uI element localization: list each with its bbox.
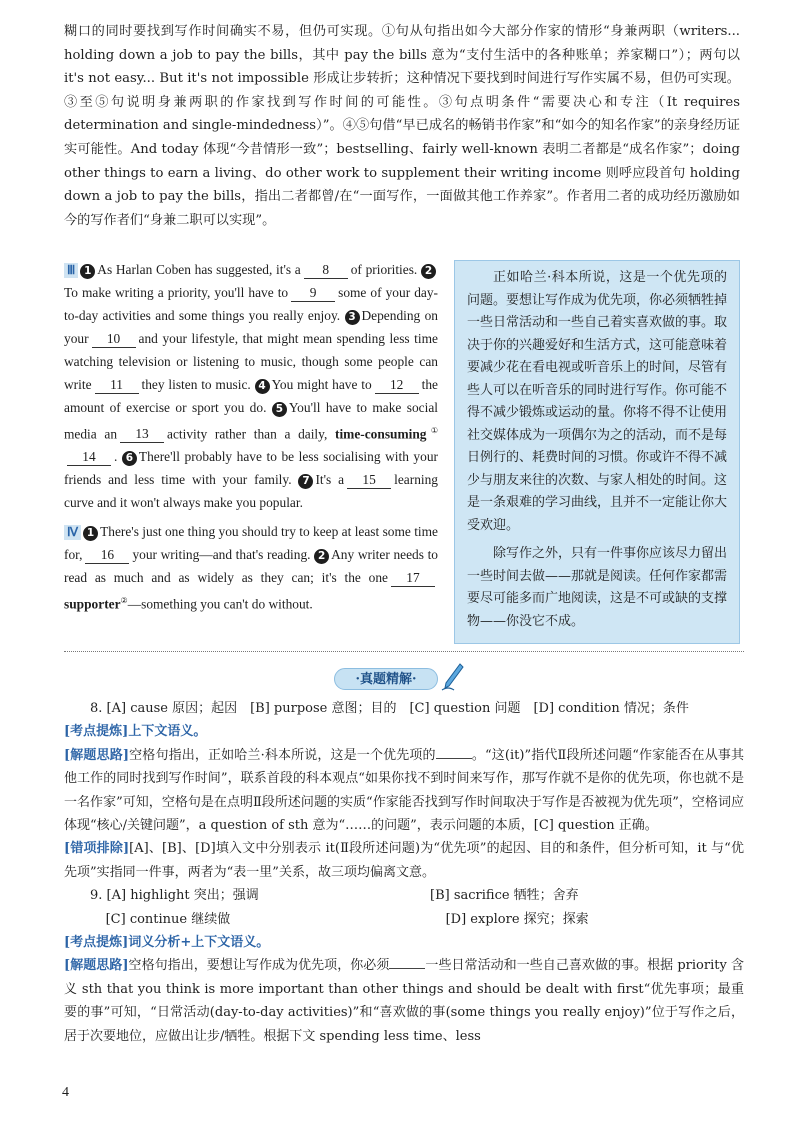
dotted-divider — [64, 651, 744, 652]
sentence-marker: 3 — [345, 310, 360, 325]
q9-options-row1: 9. [A] highlight 突出；强调 [B] sacrifice 牺牲；舍弃 — [90, 888, 579, 904]
blank-17: 17 — [391, 570, 435, 587]
answer-blank — [436, 745, 472, 759]
translation-para-2: 除写作之外，只有一件事你应该尽力留出一些时间去做——那就是阅读。任何作家都需要尽可能多而广地阅读，这是不可或缺的支撑物——你没它不成。 — [467, 546, 728, 629]
footnote-marker: ① — [426, 426, 438, 435]
blank-8: 8 — [304, 262, 348, 279]
q9-point: [考点提炼]词义分析+上下文语义。 — [64, 935, 270, 951]
q8-point: [考点提炼]上下文语义。 — [64, 724, 207, 740]
translation-box — [454, 260, 740, 644]
q8-wrong: [错项排除][A]、[B]、[D]填入文中分别表示 it(Ⅱ段所述问题)为“优先项”的起因、目的和条件，但分析可知，it 与“优先项”实指同一件事，两者为“表一里”关系，故三项均偏离文意。 — [64, 841, 744, 880]
sentence-marker: 1 — [80, 264, 95, 279]
sentence-marker: 5 — [272, 402, 287, 417]
english-passage — [64, 258, 438, 616]
blank-11: 11 — [95, 377, 139, 394]
sentence-marker: 4 — [255, 379, 270, 394]
sentence-marker: 7 — [298, 474, 313, 489]
passage-section — [56, 256, 746, 648]
answer-analysis — [64, 697, 744, 1048]
section-banner: ·真题精解· — [334, 668, 438, 690]
sentence-marker: 2 — [421, 264, 436, 279]
sentence-marker: 6 — [122, 451, 137, 466]
paragraph-tag: Ⅳ — [64, 525, 81, 540]
translation-para-1: 正如哈兰·科本所说，这是一个优先项的问题。要想让写作成为优先项，你必须牺牲掉一些日常活动和一些自己着实喜欢做的事。取决于你的兴趣爱好和生活方式，这可能意味着要减少花在看电视或听音乐上的时间，尽管有些人可以在听音乐的同时进行写作。你可能不得不减少锻炼或运动的量。你将不得不让使用社交媒体成为一项偶尔为之的活动，而不是每日例行的、耗费时间的习惯。你或许不得不减少与朋友来往的次数、与家人相处的时间。这是一条艰难的学习曲线，且并不一定能让你大受欢迎。 — [467, 270, 728, 533]
blank-9: 9 — [291, 285, 335, 302]
answer-blank — [389, 955, 425, 969]
blank-12: 12 — [375, 377, 419, 394]
blank-10: 10 — [92, 331, 136, 348]
q8-idea: [解题思路]空格句指出，正如哈兰·科本所说，这是一个优先项的 。“这(it)”指代Ⅱ段所述问题“作家能否在从事其他工作的同时找到写作时间”，联系首段的科本观点“如果你找不到时间来写作，那写作就不是你的优先项，你也就不是一名作家”可知，空格句是在点明Ⅱ段所述问题的实质“作家能否找到写作时间取决于写作是否被视为优先项”，空格词应体现“核心/关键问题”，a question of sth 意为“……的问题”，表示问题的本质，[C] question 正确。 — [64, 744, 744, 838]
pen-icon — [440, 662, 464, 692]
sentence-marker: 2 — [314, 549, 329, 564]
blank-14: 14 — [67, 449, 111, 466]
sentence-marker: 1 — [83, 526, 98, 541]
footnote-marker: ② — [120, 596, 128, 606]
blank-15: 15 — [347, 472, 391, 489]
q8-options: 8. [A] cause 原因；起因 [B] purpose 意图；目的 [C] question 问题 [D] condition 情况；条件 — [90, 701, 689, 716]
paragraph-3: Ⅲ 1 As Harlan Coben has suggested, it's a 8 of priorities. 2To make writing a priority, you'll have to 9 some of your day-to-day activities and some things you really enjoy. 3 Depending on your 10 and your lifestyle, that might mean spending less time watching television or listening to music, though some people can write 11 they listen to music. 4 You might have to 12 the amount of exercise or sport you do. 5 You'll have to make social media an 13 activity rather than a daily, time-consuming①14 . 6 There'll probably have to be less socialising with your friends and less time with your family. 7 It's a 15 learning curve and it won't always make you popular. — [64, 262, 438, 511]
q9-options-row2: [C] continue 继续做 [D] explore 探究；探索 — [105, 911, 589, 927]
blank-16: 16 — [85, 547, 129, 564]
glossed-word: supporter — [64, 596, 121, 612]
analysis-paragraph: 糊口的同时要找到写作时间确实不易，但仍可实现。①句从句指出如今大部分作家的情形“身兼两职（writers... holding down a job to pay the bills，其中 pay the bills 意为“支付生活中的各种账单；养家糊口”）；两句以 it's not easy... But it's not impossible 形成让步转折；这种情况下要找到时间进行写作实属不易，但仍可实现。③至⑤句说明身兼两职的作家找到写作时间的可能性。③句点明条件“需要决心和专注（It requires determination and single-mindedness）”。④⑤句借“早已成名的畅销书作家”和“如今的知名作家”的亲身经历证实可能性。And today 体现“今昔情形一致”；bestselling、fairly well-known 表明二者都是“成名作家”；doing other things to earn a living、do other work to supplement their writing income 则呼应段首句 holding down a job to pay the bills，指出二者都曾/在“一面写作，一面做其他工作养家”。作者用二者的成功经历激励如今的写作者们“身兼二职可以实现”。 — [64, 24, 740, 228]
blank-13: 13 — [120, 426, 164, 443]
glossed-word: time-consuming — [335, 426, 427, 442]
paragraph-tag: Ⅲ — [64, 263, 78, 278]
q9-idea: [解题思路]空格句指出，要想让写作成为优先项，你必须 一些日常活动和一些自己喜欢做的事。根据 priority 含义 sth that you think is more important than other things and should be dealt with first“优先事项；最重要的事”可知，“日常活动(day-to-day activities)”和“喜欢做的事(some things you really enjoy)”位于写作之后，居于次要地位，应做出让步/牺牲。根据下文 spending less time、less — [64, 954, 744, 1048]
paragraph-4: Ⅳ 1 There's just one thing you should try to keep at least some time for, 16 your writing—and that's reading. 2 Any writer needs to read as much and as widely as they can; it's the one 17supporter②—something you can't do without. — [64, 524, 438, 612]
page-number: 4 — [62, 1085, 69, 1100]
